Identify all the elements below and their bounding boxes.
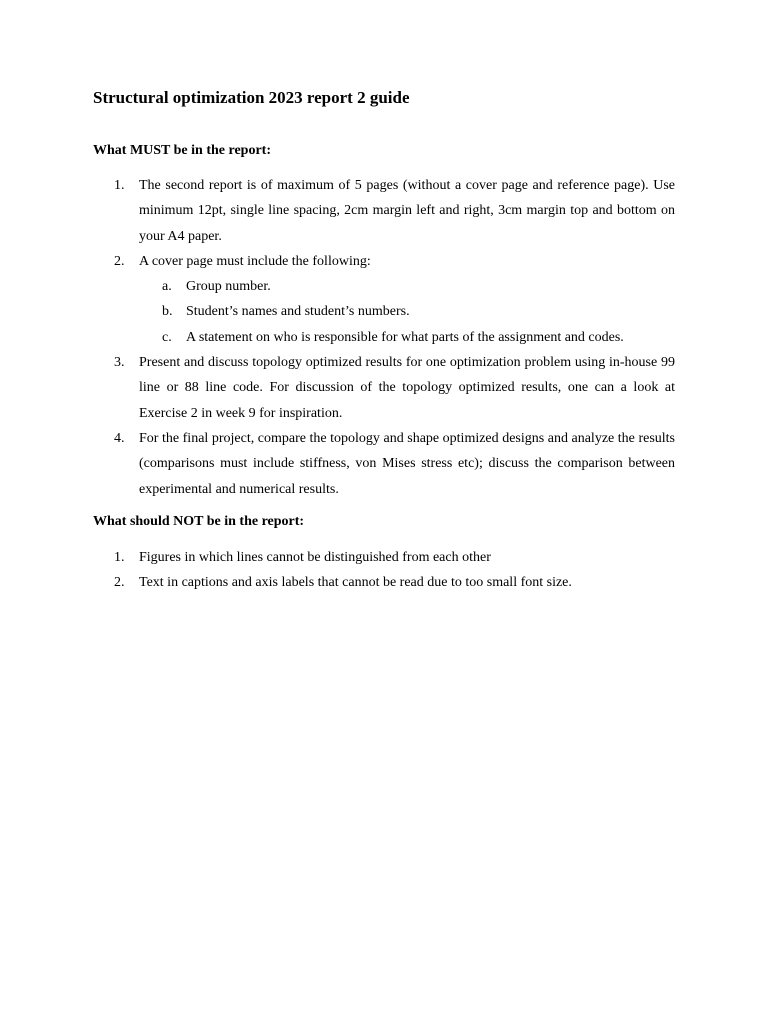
not-list-item-1 bbox=[93, 545, 675, 570]
must-list-item-1 bbox=[93, 173, 675, 249]
list-item-text: For the final project, compare the topology and shape optimized designs and analyze the results (comparisons must include stiffness, von Mises stress etc); discuss the comparison between experimental and numerical results. bbox=[139, 430, 675, 497]
not-section-heading: What should NOT be in the report: bbox=[93, 514, 305, 529]
sublist-marker: a. bbox=[162, 279, 172, 295]
must-section-heading: What MUST be in the report: bbox=[93, 143, 271, 158]
must-list-item-3 bbox=[93, 350, 675, 426]
list-item-text: The second report is of maximum of 5 pages (without a cover page and reference page). Use minimum 12pt, single line spacing, 2cm margin left and right, 3cm margin top and bottom on your A4 paper. bbox=[139, 178, 675, 244]
list-item-text: A cover page must include the following: bbox=[139, 253, 371, 269]
sublist-marker: b. bbox=[162, 304, 173, 320]
sublist-item-c bbox=[139, 325, 675, 350]
must-list-item-2 bbox=[93, 249, 675, 350]
list-marker: 4. bbox=[114, 430, 125, 446]
document-title: Structural optimization 2023 report 2 guide bbox=[93, 88, 410, 107]
list-marker: 2. bbox=[114, 253, 125, 269]
sublist-item-text: A statement on who is responsible for what parts of the assignment and codes. bbox=[186, 329, 624, 345]
list-marker: 1. bbox=[114, 178, 125, 193]
list-marker: 2. bbox=[114, 575, 125, 591]
sublist-marker: c. bbox=[162, 329, 172, 345]
must-requirements-list bbox=[93, 173, 675, 502]
list-item-text: Figures in which lines cannot be distinguished from each other bbox=[139, 550, 491, 565]
must-list-item-4 bbox=[93, 426, 675, 502]
sublist-item-a bbox=[139, 274, 675, 299]
list-marker: 1. bbox=[114, 550, 125, 565]
list-item-text: Present and discuss topology optimized results for one optimization problem using in-house 99 line or 88 line code. For discussion of the topology optimized results, one can a look at Exercise 2 in week 9 for inspiration. bbox=[139, 355, 675, 421]
cover-page-sublist bbox=[139, 274, 675, 350]
not-list-item-2 bbox=[93, 570, 675, 595]
sublist-item-text: Group number. bbox=[186, 279, 271, 295]
sublist-item-b bbox=[139, 299, 675, 324]
list-item-text: Text in captions and axis labels that cannot be read due to too small font size. bbox=[139, 575, 572, 591]
list-marker: 3. bbox=[114, 355, 125, 371]
not-requirements-list bbox=[93, 545, 675, 596]
sublist-item-text: Student’s names and student’s numbers. bbox=[186, 304, 410, 320]
